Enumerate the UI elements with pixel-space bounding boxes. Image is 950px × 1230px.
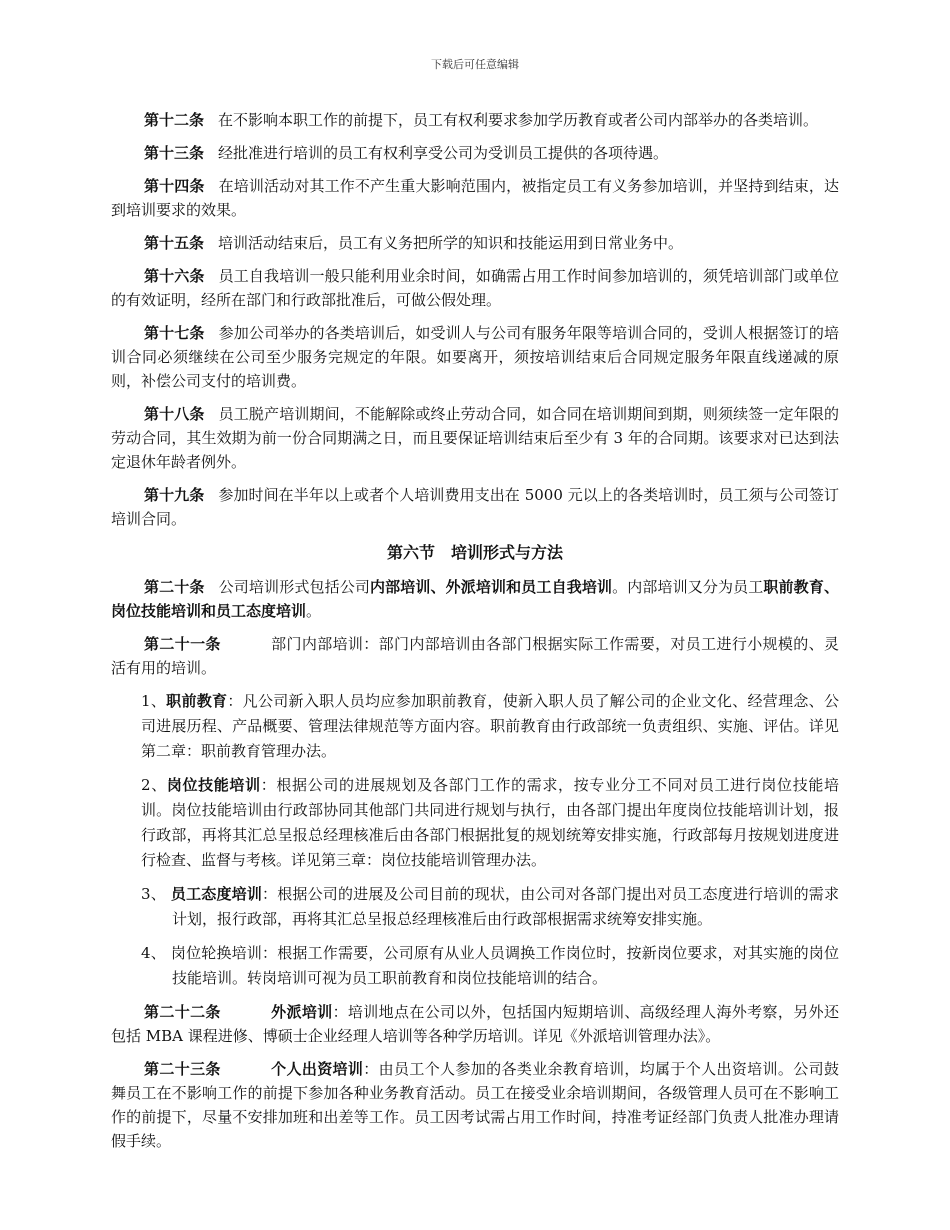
list-item-text: ：凡公司新入职人员均应参加职前教育，使新入职人员了解公司的企业文化、经营理念、公司进展历程、产品概要、管理法律规范等方面内容。职前教育由行政部统一负责组织、实施、评估。详见第二章：职前教育管理办法。 <box>141 692 839 760</box>
article-label: 第二十条 <box>144 578 205 596</box>
list-number: 4、 <box>141 944 166 962</box>
article-17 <box>111 321 839 393</box>
article-label: 第十六条 <box>144 267 205 285</box>
article-label: 第二十三条 <box>144 1060 221 1078</box>
article-text: 公司培训形式包括公司 <box>218 578 370 596</box>
article-18 <box>111 402 839 474</box>
article-text: 。 <box>306 602 322 620</box>
article-emphasis: 内部培训、外派培训和员工自我培训 <box>369 578 613 596</box>
article-text: 员工脱产培训期间，不能解除或终止劳动合同，如合同在培训期间到期，则须续签一定年限的劳动合同，其生效期为前一份合同期满之日，而且要保证培训结束后至少有 3 年的合同期。该要求对已达到法定退休年龄者例外。 <box>111 405 839 471</box>
document-body <box>111 108 839 1162</box>
list-item-4 <box>141 941 839 991</box>
article-20 <box>111 575 839 623</box>
article-text: 经批准进行培训的员工有权利享受公司为受训员工提供的各项待遇。 <box>218 144 669 162</box>
list-item-text: 岗位轮换培训：根据工作需要，公司原有从业人员调换工作岗位时，按新岗位要求，对其实施的岗位技能培训。转岗培训可视为员工职前教育和岗位技能培训的结合。 <box>170 944 839 987</box>
list-number: 3、 <box>141 885 166 903</box>
article-label: 第十七条 <box>144 324 205 342</box>
article-label: 第二十一条 <box>144 635 221 653</box>
article-text: 部门内部培训：部门内部培训由各部门根据实际工作需要，对员工进行小规模的、灵活有用的培训。 <box>111 635 839 677</box>
list-item-title: 员工态度培训 <box>170 885 263 903</box>
article-text: 参加公司举办的各类培训后，如受训人与公司有服务年限等培训合同的，受训人根据签订的培训合同必须继续在公司至少服务完规定的年限。如要离开，须按培训结束后合同规定服务年限直线递减的原则，补偿公司支付的培训费。 <box>111 324 839 390</box>
article-text: 培训活动结束后，员工有义务把所学的知识和技能运用到日常业务中。 <box>218 234 684 252</box>
article-label: 第十八条 <box>144 405 205 423</box>
list-item-2 <box>141 773 839 873</box>
list-item-title: 职前教育 <box>166 692 228 710</box>
list-number: 2、 <box>141 776 167 794</box>
article-19 <box>111 483 839 531</box>
section-heading: 第六节 培训形式与方法 <box>386 543 563 562</box>
article-label: 第十三条 <box>144 144 205 162</box>
article-12 <box>111 108 839 132</box>
list-number: 1、 <box>141 692 167 710</box>
article-emphasis: 职前教育、岗位技能培训和员工态度培训 <box>111 578 839 620</box>
page-header: 下载后可任意编辑 <box>431 58 519 71</box>
article-label: 第十五条 <box>144 234 205 252</box>
article-14 <box>111 174 839 222</box>
article-22 <box>111 1000 839 1048</box>
list-item-3 <box>141 882 839 932</box>
article-21 <box>111 632 839 680</box>
article-text: 在不影响本职工作的前提下，员工有权利要求参加学历教育或者公司内部举办的各类培训。 <box>218 111 819 129</box>
article-label: 第二十二条 <box>144 1003 221 1021</box>
article-text: ：由员工个人参加的各类业余教育培训，均属于个人出资培训。公司鼓舞员工在不影响工作的前提下参加各种业务教育活动。员工在接受业余培训期间，各级管理人员可在不影响工作的前提下，尽量不安排加班和出差等工作。员工因考试需占用工作时间，持准考证经部门负责人批准办理请假手续。 <box>111 1060 839 1150</box>
article-23 <box>111 1057 839 1153</box>
list-item-text: ：根据公司的进展规划及各部门工作的需求，按专业分工不同对员工进行岗位技能培训。岗位技能培训由行政部协同其他部门共同进行规划与执行，由各部门提出年度岗位技能培训计划，报行政部，再将其汇总呈报总经理核准后由各部门根据批复的规划统筹安排实施，行政部每月按规划进度进行检查、监督与考核。详见第三章：岗位技能培训管理办法。 <box>141 776 839 869</box>
article-label: 第十九条 <box>144 486 205 504</box>
list-item-title: 岗位技能培训 <box>166 776 261 794</box>
article-text: 参加时间在半年以上或者个人培训费用支出在 5000 元以上的各类培训时，员工须与公司签订培训合同。 <box>111 486 839 528</box>
article-label: 第十四条 <box>144 177 205 195</box>
article-text: ：培训地点在公司以外，包括国内短期培训、高级经理人海外考察，另外还包括 MBA 课程进修、博硕士企业经理人培训等各种学历培训。详见《外派培训管理办法》。 <box>111 1003 839 1045</box>
article-text: 员工自我培训一般只能利用业余时间，如确需占用工作时间参加培训的，须凭培训部门或单位的有效证明，经所在部门和行政部批准后，可做公假处理。 <box>111 267 839 309</box>
article-label: 第十二条 <box>144 111 205 129</box>
article-text: 。内部培训又分为员工 <box>612 578 764 596</box>
list-item-1 <box>141 689 839 764</box>
article-emphasis: 外派培训 <box>270 1003 333 1021</box>
article-15 <box>111 231 839 255</box>
article-text: 在培训活动对其工作不产生重大影响范围内，被指定员工有义务参加培训，并坚持到结束，达到培训要求的效果。 <box>111 177 839 219</box>
article-13 <box>111 141 839 165</box>
article-16 <box>111 264 839 312</box>
list-item-text: ：根据公司的进展及公司目前的现状，由公司对各部门提出对员工态度进行培训的需求计划，报行政部，再将其汇总呈报总经理核准后由行政部根据需求统筹安排实施。 <box>172 885 839 928</box>
article-emphasis: 个人出资培训 <box>270 1060 364 1078</box>
